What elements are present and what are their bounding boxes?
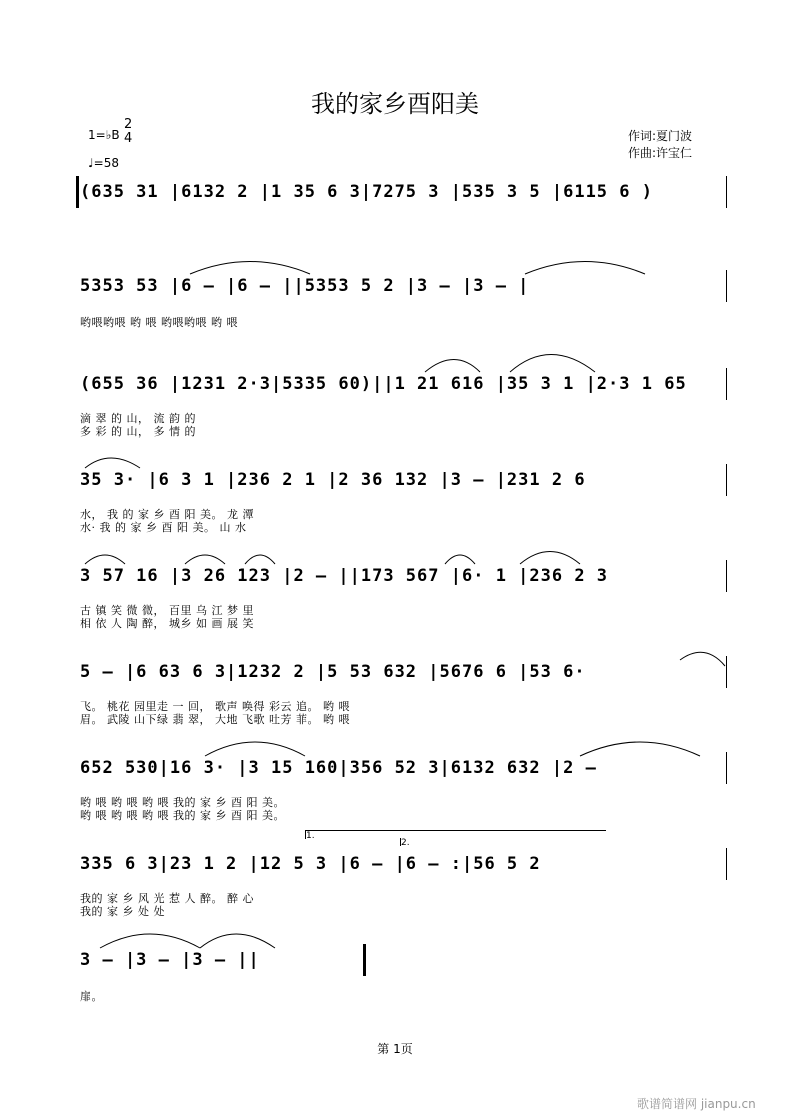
- lyrics-verse-1: 古 镇 笑 微 微， 百里 乌 江 梦 里: [80, 604, 254, 617]
- lyrics-verse-1: 水， 我 的 家 乡 酉 阳 美。 龙 潭: [80, 508, 254, 521]
- time-sig-numerator: 2: [124, 117, 133, 132]
- lyrics-verse-1: 哟喂哟喂 哟 喂 哟喂哟喂 哟 喂: [80, 316, 238, 329]
- first-ending-bracket: 1.: [305, 830, 606, 839]
- lyrics-verse-1: 滴 翠 的 山， 流 韵 的: [80, 412, 196, 425]
- lyrics-verse-1: 我的 家 乡 风 光 惹 人 醉。 醉 心: [80, 892, 254, 905]
- time-signature: [124, 118, 132, 146]
- tempo-mark: ♩=58: [88, 156, 119, 170]
- watermark: 歌谱简谱网 jianpu.cn: [637, 1097, 756, 1111]
- time-sig-denominator: 4: [124, 131, 133, 146]
- barline: [726, 752, 727, 784]
- barline: [726, 560, 727, 592]
- lyrics-verse-2: 相 依 人 陶 醉， 城乡 如 画 展 笑: [80, 617, 254, 630]
- composer-credit: 作曲:许宝仁: [628, 146, 693, 160]
- lyrics-verse-1: 飞。 桃花 园里走 一 回， 歌声 唤得 彩云 追。 哟 喂: [80, 700, 350, 713]
- lyrics-verse-2: 我的 家 乡 处 处: [80, 905, 165, 918]
- notes-line: 5353 53 |6 – |6 – ||5353 5 2 |3 – |3 – |: [80, 276, 530, 296]
- second-ending-bracket: 2.: [401, 838, 410, 848]
- barline: [726, 848, 727, 880]
- lyrics-verse-2: 多 彩 的 山， 多 情 的: [80, 425, 196, 438]
- notes-line: 3 57 16 |3 26 123 |2 – ||173 567 |6· 1 |236 2 3: [80, 566, 609, 586]
- barline: [76, 176, 79, 208]
- page-title: 我的家乡酉阳美: [311, 90, 479, 118]
- final-barline: [363, 944, 366, 976]
- notes-line: 3 – |3 – |3 – ||: [80, 950, 260, 970]
- barline: [726, 464, 727, 496]
- barline: [726, 368, 727, 400]
- notes-line: 35 3· |6 3 1 |236 2 1 |2 36 132 |3 – |231 2 6: [80, 470, 586, 490]
- lyrics-verse-2: 水· 我 的 家 乡 酉 阳 美。 山 水: [80, 521, 247, 534]
- credits: [628, 128, 692, 162]
- page-number: 第 1页: [377, 1042, 413, 1056]
- notes-line: (635 31 |6132 2 |1 35 6 3|7275 3 |535 3 5 |6115 6 ): [80, 182, 653, 202]
- notes-line: 5 – |6 63 6 3|1232 2 |5 53 632 |5676 6 |53 6·: [80, 662, 586, 682]
- lyrics-verse-1: 哟 喂 哟 喂 哟 喂 我的 家 乡 酉 阳 美。: [80, 796, 285, 809]
- lyrics-verse-1: 扉。: [80, 990, 103, 1003]
- barline: [726, 656, 727, 688]
- barline: [726, 176, 727, 208]
- notes-line: (655 36 |1231 2·3|5335 60)||1 21 616 |35 3 1 |2·3 1 65: [80, 374, 687, 394]
- notes-line: 652 530|16 3· |3 15 160|356 52 3|6132 632 |2 –: [80, 758, 597, 778]
- key-signature: 1=♭B: [88, 128, 120, 142]
- barline: [726, 270, 727, 302]
- lyrics-verse-2: 哟 喂 哟 喂 哟 喂 我的 家 乡 酉 阳 美。: [80, 809, 285, 822]
- lyrics-verse-2: 眉。 武陵 山下绿 翡 翠， 大地 飞歌 吐芳 菲。 哟 喂: [80, 713, 350, 726]
- notes-line: 335 6 3|23 1 2 |12 5 3 |6 – |6 – :|56 5 2: [80, 854, 541, 874]
- lyricist-credit: 作词:夏门波: [628, 129, 693, 143]
